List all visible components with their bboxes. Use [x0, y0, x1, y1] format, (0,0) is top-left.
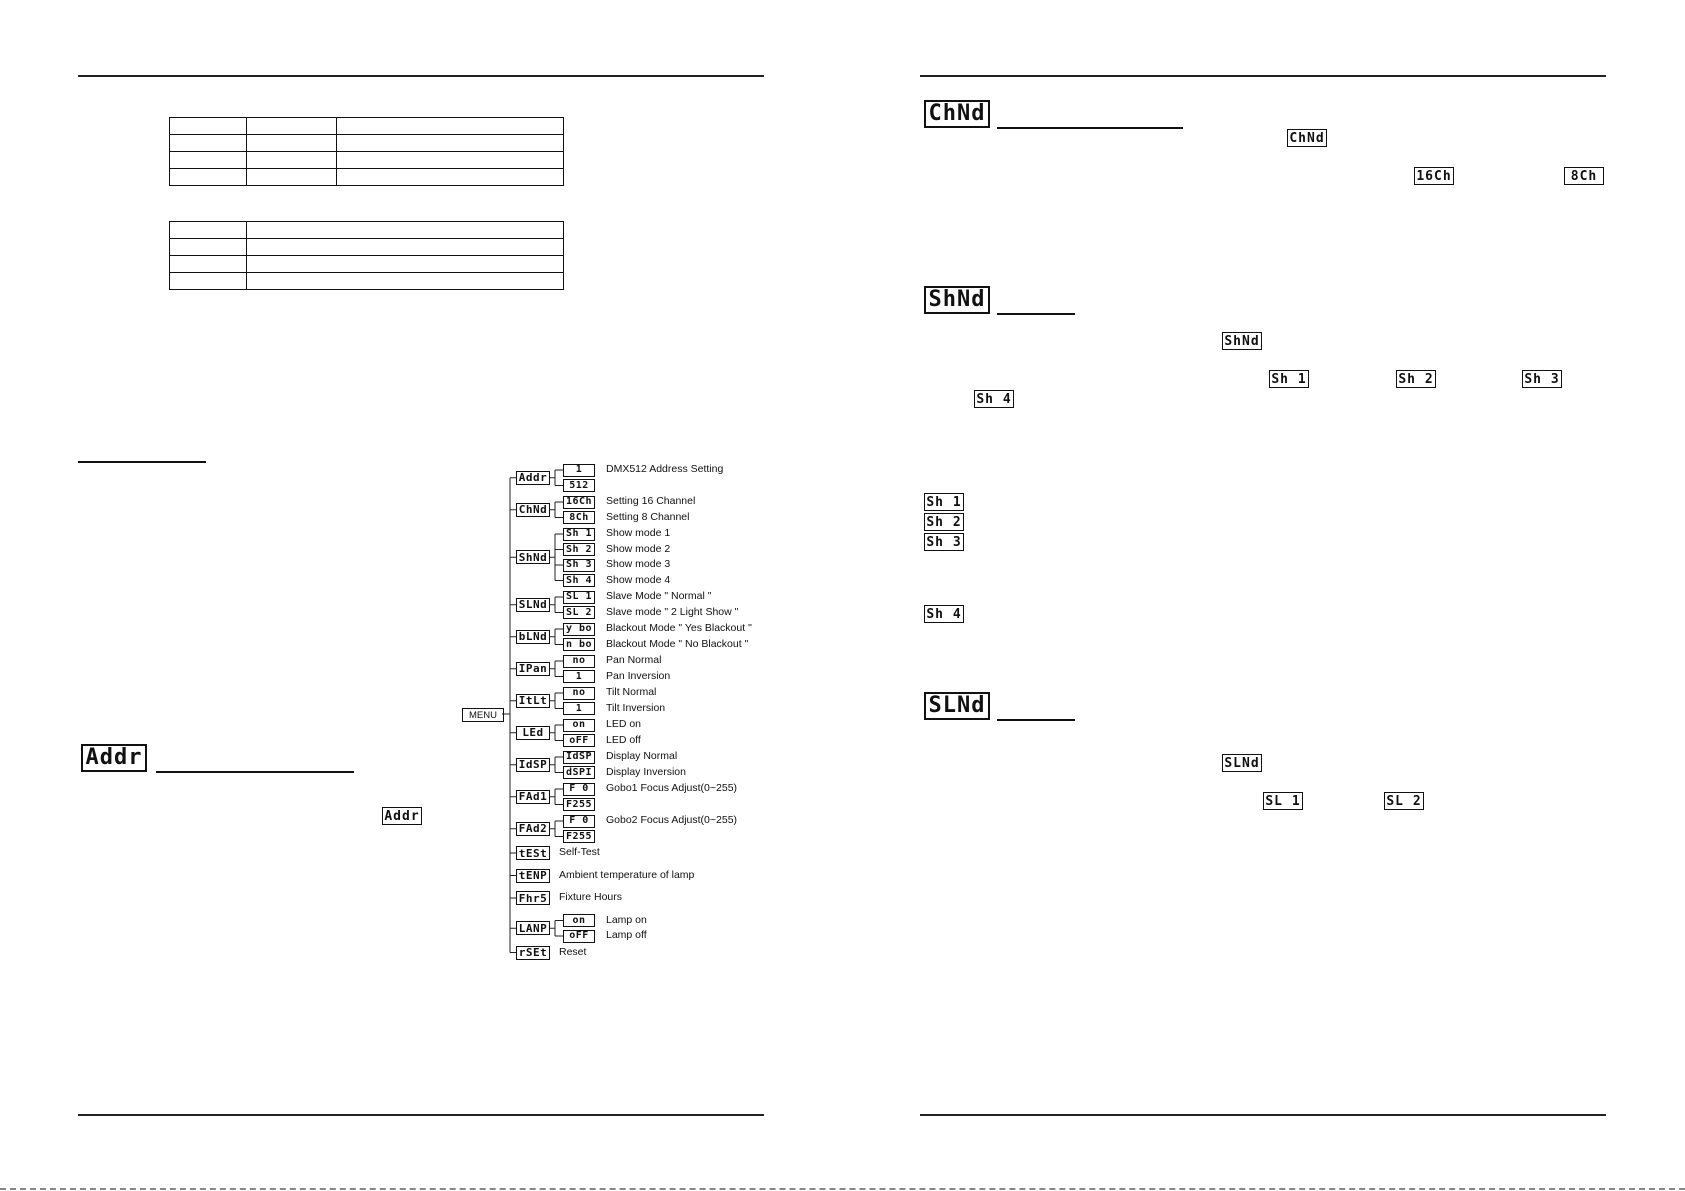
left-header-rule [78, 75, 764, 77]
menu-node-display: LEd [516, 726, 550, 740]
sh2-list-display: Sh 2 [924, 513, 964, 531]
right-header-rule [920, 75, 1606, 77]
menu-option-display: F255 [563, 798, 595, 811]
menu-leaf-label: Ambient temperature of lamp [559, 868, 695, 881]
menu-leaf-label: Self-Test [559, 846, 600, 858]
menu-option-display: IdSP [563, 751, 595, 764]
menu-option-label: Lamp on [606, 913, 647, 926]
menu-node-display: IdSP [516, 758, 550, 772]
menu-option-display: SL 1 [563, 591, 595, 604]
menu-option-display: y bo [563, 623, 595, 636]
menu-option-display: no [563, 687, 595, 700]
menu-option-display: F 0 [563, 783, 595, 796]
addr-heading-underline [156, 771, 354, 773]
sh3-list-display: Sh 3 [924, 533, 964, 551]
slnd-inline-display: SLNd [1222, 754, 1262, 772]
shnd-inline-display: ShNd [1222, 332, 1262, 350]
chnd-heading-underline [997, 127, 1183, 129]
menu-node-display: IPan [516, 662, 550, 676]
option-8ch-display: 8Ch [1564, 167, 1604, 185]
menu-button[interactable]: MENU [462, 708, 504, 722]
menu-option-label: Show mode 1 [606, 527, 671, 539]
table-row [170, 152, 564, 169]
menu-node-display: tENP [516, 869, 550, 883]
menu-option-label: Display Inversion [606, 765, 686, 778]
channel-table-1 [169, 117, 564, 186]
menu-option-display: dSPI [563, 766, 595, 779]
menu-leaf-label: Reset [559, 945, 587, 958]
slnd-display: SLNd [924, 692, 990, 720]
menu-option-label: Tilt Inversion [606, 701, 666, 714]
menu-option-display: Sh 4 [563, 574, 595, 587]
menu-option-label: Show mode 4 [606, 573, 671, 586]
menu-option-display: 1 [563, 464, 595, 477]
menu-option-label: Pan Inversion [606, 669, 671, 682]
table-row [170, 222, 564, 239]
menu-leaf-label: Fixture Hours [559, 891, 623, 903]
menu-node-display: tESt [516, 846, 550, 860]
menu-node-display: bLNd [516, 630, 550, 644]
menu-option-display: 1 [563, 702, 595, 715]
menu-node-display: FAd1 [516, 790, 550, 804]
menu-option-display: 16Ch [563, 496, 595, 509]
right-footer-rule [920, 1114, 1606, 1116]
left-footer-rule [78, 1114, 764, 1116]
menu-option-display: F255 [563, 830, 595, 843]
channel-table-2 [169, 221, 564, 290]
menu-option-label: Display Normal [606, 750, 678, 762]
sl2-inline-display: SL 2 [1384, 792, 1424, 810]
menu-option-label: LED on [606, 718, 642, 730]
menu-option-label: Blackout Mode " Yes Blackout " [606, 622, 752, 634]
menu-option-label: Lamp off [606, 929, 647, 941]
menu-option-label: LED off [606, 733, 641, 746]
menu-option-display: Sh 1 [563, 528, 595, 541]
table-row [170, 118, 564, 135]
option-16ch-display: 16Ch [1414, 167, 1454, 185]
page-cut-line [0, 1188, 1685, 1190]
menu-option-display: Sh 3 [563, 559, 595, 572]
menu-option-label: Show mode 2 [606, 542, 671, 555]
menu-option-label: Pan Normal [606, 654, 662, 666]
menu-node-display: ChNd [516, 503, 550, 517]
menu-option-label: DMX512 Address Setting [606, 463, 724, 475]
menu-option-label: Show mode 3 [606, 558, 671, 570]
sh4-list-display: Sh 4 [924, 605, 964, 623]
menu-option-display: SL 2 [563, 606, 595, 619]
sh2-inline-display: Sh 2 [1396, 370, 1436, 388]
shnd-heading-underline [997, 313, 1075, 315]
sh4-inline-display: Sh 4 [974, 390, 1014, 408]
menu-option-display: 8Ch [563, 511, 595, 524]
menu-option-display: n bo [563, 638, 595, 651]
menu-option-label: Gobo1 Focus Adjust(0~255) [606, 782, 738, 794]
menu-option-display: oFF [563, 734, 595, 747]
menu-node-display: rSEt [516, 946, 550, 960]
menu-node-display: Addr [516, 471, 550, 485]
menu-option-display: F 0 [563, 815, 595, 828]
menu-node-display: FAd2 [516, 822, 550, 836]
table-row [170, 256, 564, 273]
slnd-heading-underline [997, 719, 1075, 721]
menu-node-display: ItLt [516, 694, 550, 708]
menu-option-label: Gobo2 Focus Adjust(0~255) [606, 814, 738, 826]
menu-option-label: Tilt Normal [606, 686, 657, 698]
chnd-inline-display: ChNd [1287, 129, 1327, 147]
menu-option-display: 1 [563, 670, 595, 683]
table-row [170, 239, 564, 256]
menu-node-display: ShNd [516, 550, 550, 564]
sh1-list-display: Sh 1 [924, 493, 964, 511]
menu-option-label: Slave mode " 2 Light Show " [606, 605, 739, 618]
menu-option-label: Slave Mode " Normal " [606, 590, 712, 602]
section-heading-underline [78, 461, 206, 463]
menu-option-display: on [563, 719, 595, 732]
menu-option-display: 512 [563, 479, 595, 492]
menu-option-label: Setting 16 Channel [606, 495, 696, 507]
menu-option-display: Sh 2 [563, 543, 595, 556]
shnd-display: ShNd [924, 286, 990, 314]
menu-node-display: Fhr5 [516, 891, 550, 905]
sh3-inline-display: Sh 3 [1522, 370, 1562, 388]
table-row [170, 135, 564, 152]
table-row [170, 169, 564, 186]
menu-node-display: SLNd [516, 598, 550, 612]
addr-display: Addr [81, 744, 147, 772]
sh1-inline-display: Sh 1 [1269, 370, 1309, 388]
table-row [170, 273, 564, 290]
menu-option-display: on [563, 914, 595, 927]
addr-inline-display: Addr [382, 807, 422, 825]
menu-option-label: Blackout Mode " No Blackout " [606, 637, 749, 650]
menu-option-display: oFF [563, 930, 595, 943]
chnd-display: ChNd [924, 100, 990, 128]
menu-node-display: LANP [516, 921, 550, 935]
sl1-inline-display: SL 1 [1263, 792, 1303, 810]
menu-option-display: no [563, 655, 595, 668]
menu-option-label: Setting 8 Channel [606, 510, 690, 523]
